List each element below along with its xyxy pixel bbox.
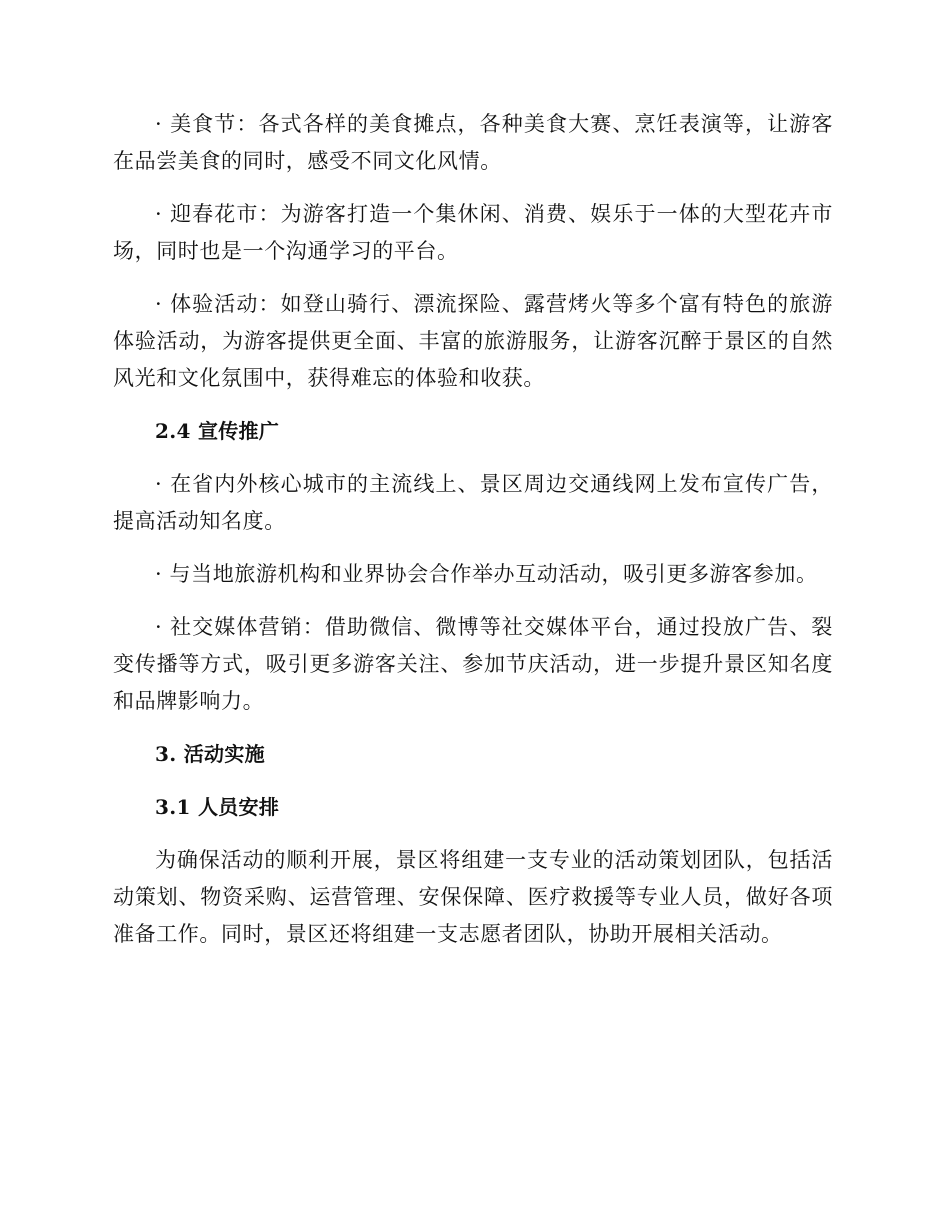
- bullet-cooperation: · 与当地旅游机构和业界协会合作举办互动活动，吸引更多游客参加。: [155, 562, 818, 586]
- section-heading-3: 3. 活动实施: [155, 742, 265, 766]
- section-heading-2-4: 2.4 宣传推广: [155, 419, 280, 443]
- body-paragraph-staffing: 为确保活动的顺利开展，景区将组建一支专业的活动策划团队，包括活动策划、物资采购、运营管理、安保保障、医疗救援等专业人员，做好各项准备工作。同时，景区还将组建一支志愿者团队，协助开展相关活动。: [113, 848, 833, 946]
- bullet-spring-flower-market: · 迎春花市：为游客打造一个集休闲、消费、娱乐于一体的大型花卉市场，同时也是一个沟通学习的平台。: [113, 202, 833, 263]
- bullet-food-festival: · 美食节：各式各样的美食摊点，各种美食大赛、烹饪表演等，让游客在品尝美食的同时，感受不同文化风情。: [113, 112, 833, 173]
- document-page: [113, 106, 833, 969]
- bullet-advertising: · 在省内外核心城市的主流线上、景区周边交通线网上发布宣传广告，提高活动知名度。: [113, 472, 833, 533]
- bullet-experience-activities: · 体验活动：如登山骑行、漂流探险、露营烤火等多个富有特色的旅游体验活动，为游客提供更全面、丰富的旅游服务，让游客沉醉于景区的自然风光和文化氛围中，获得难忘的体验和收获。: [113, 292, 833, 390]
- bullet-social-media: · 社交媒体营销：借助微信、微博等社交媒体平台，通过投放广告、裂变传播等方式，吸引更多游客关注、参加节庆活动，进一步提升景区知名度和品牌影响力。: [113, 615, 833, 713]
- section-heading-3-1: 3.1 人员安排: [155, 795, 280, 819]
